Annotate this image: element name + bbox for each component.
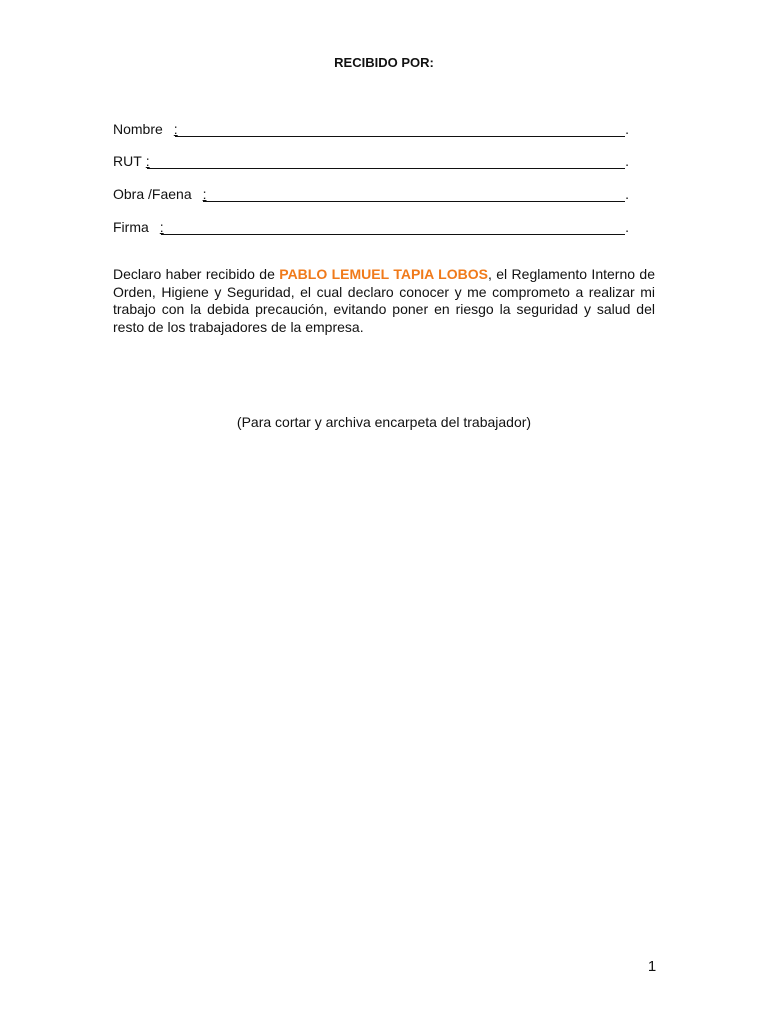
field-nombre [113,120,629,138]
field-firma-line [161,234,625,235]
document-title: RECIBIDO POR: [334,55,434,70]
field-nombre-end: . [625,121,629,137]
field-obra-faena-line [203,201,625,202]
page-number: 1 [647,958,657,975]
field-firma [113,218,629,236]
field-obra-faena-end: . [625,186,629,202]
declaration-paragraph [113,266,655,336]
field-nombre-line [175,136,625,137]
declaration-text-before: Declaro haber recibido de [113,266,280,282]
field-obra-faena-colon: : [202,186,207,202]
field-nombre-colon: : [173,121,178,137]
field-nombre-label: Nombre [113,121,163,137]
field-firma-end: . [625,219,629,235]
field-firma-colon: : [159,219,164,235]
field-rut-colon: : [145,153,150,169]
field-rut-label: RUT [113,153,142,169]
field-obra-faena-label: Obra /Faena [113,186,192,202]
field-rut-end: . [625,153,629,169]
field-firma-label: Firma [113,219,149,235]
declaration-name: PABLO LEMUEL TAPIA LOBOS [279,266,488,282]
field-obra-faena [113,185,629,203]
field-rut-line [147,168,625,169]
declaration-text-after: , el Reglamento Interno de Orden, Higiene y Seguridad, el cual declaro conocer y me comprometo a realizar mi trabajo con la debida precaución, evitando poner en riesgo la seguridad y salud del resto de los trabajadores de la empresa. [113,266,655,335]
field-rut [113,152,629,170]
cut-note: (Para cortar y archiva encarpeta del trabajador) [236,414,532,430]
